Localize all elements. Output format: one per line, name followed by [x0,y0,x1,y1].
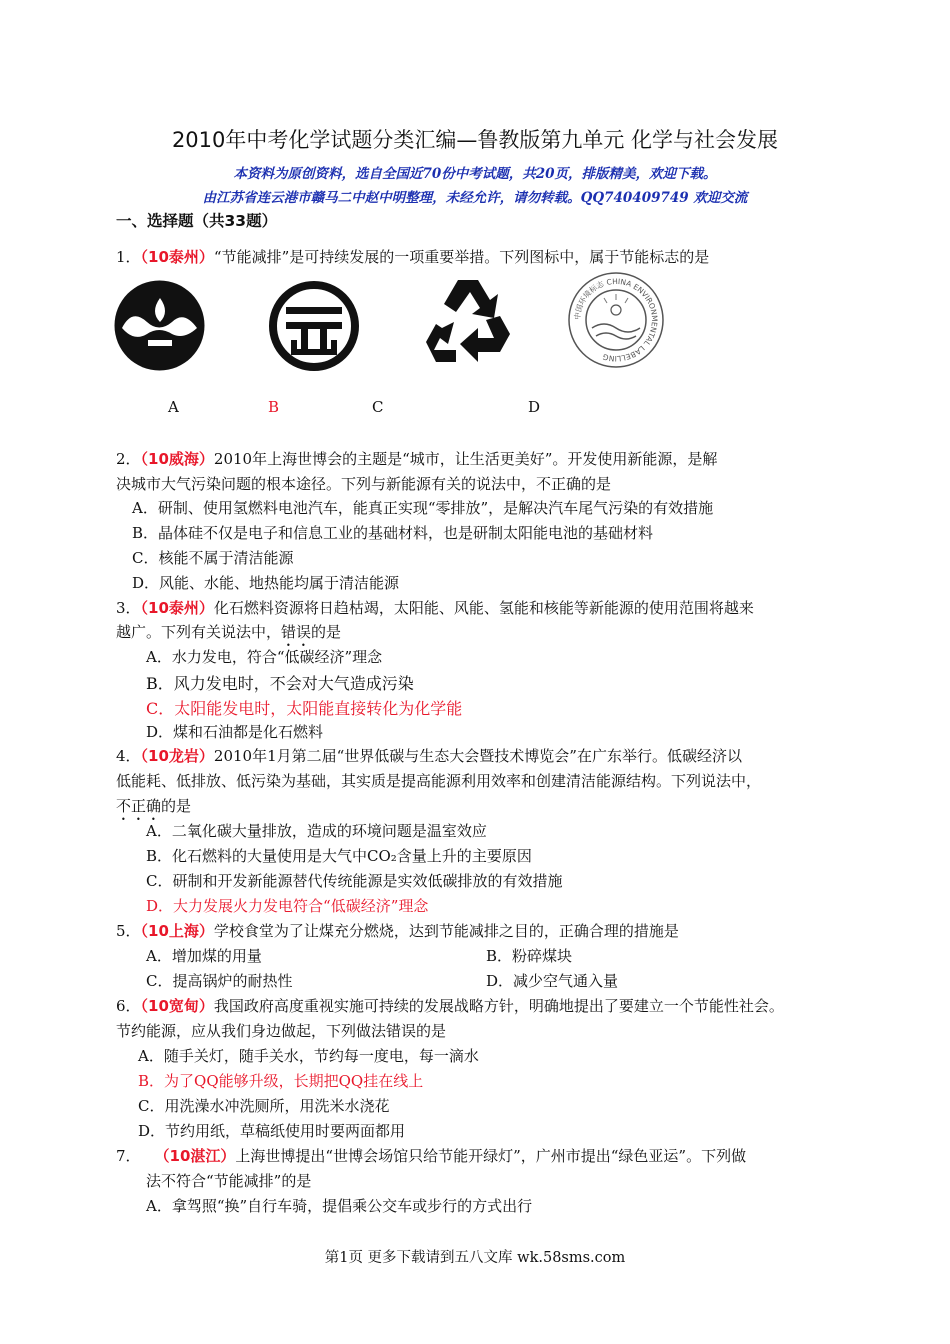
question-text: 我国政府高度重视实施可持续的发展战略方针，明确地提出了要建立一个节能性社会。 [213,997,784,1015]
question-text-line: 节约能源，应从我们身边做起，下列做法错误的是 [116,1022,447,1040]
question-text: 越广。下列有关说法中， [116,623,282,641]
question-6 [116,995,784,1016]
option-b: B．风力发电时，不会对大气造成污染 [146,674,414,693]
question-number: 2． [116,450,141,468]
question-4 [116,745,742,766]
option-a: A．研制、使用氢燃料电池汽车，能真正实现“零排放”，是解决汽车尾气污染的有效措施 [132,499,714,517]
option-c: C．用洗澡水冲洗厕所，用洗米水浇花 [138,1097,390,1115]
china-environmental-labelling-icon [566,270,666,374]
option-label-c: C [372,398,384,416]
question-source: （10泰州） [140,248,214,266]
question-5 [116,920,679,941]
question-source: （10湛江） [154,1147,236,1165]
question-text: 上海世博提出“世博会场馆只给节能开绿灯”，广州市提出“绿色亚运”。下列做 [235,1147,747,1165]
subtitle-line-2: 由江苏省连云港市赣马二中赵中明整理，未经允许，请勿转载。QQ740409749 欢迎交流 [202,190,748,206]
question-text: 2010年1月第二届“世界低碳与生态大会暨技术博览会”在广东举行。低碳经济以 [213,747,742,765]
emphasis-text: 不正确 [116,797,162,815]
section-heading: 一、选择题（共33题） [116,212,278,230]
question-text: “节能减排”是可持续发展的一项重要举措。下列图标中，属于节能标志的是 [213,248,710,266]
option-a: A．增加煤的用量 [146,947,262,965]
question-text: 的是 [161,797,192,815]
option-d: D．节约用纸，草稿纸使用时要两面都用 [138,1122,406,1140]
option-a: A．二氧化碳大量排放，造成的环境问题是温室效应 [146,822,487,840]
question-text: 的是 [311,623,342,641]
question-1 [116,246,709,267]
question-number: 5． [116,922,141,940]
option-c: C．研制和开发新能源替代传统能源是实效低碳排放的有效措施 [146,872,563,890]
question-number: 7． [116,1147,141,1165]
question-number: 3． [116,599,141,617]
option-d: D．减少空气通入量 [486,972,619,990]
question-number: 6． [116,997,141,1015]
question-7 [116,1145,746,1166]
question-text-line: 法不符合“节能减排”的是 [146,1172,312,1190]
icon-d-ring-text: 中国环境标志 CHINA ENVIRONMENTAL LABELLING [572,276,660,364]
option-b: B．粉碎煤块 [486,947,573,965]
question-number: 1． [116,248,141,266]
recycling-icon [420,272,515,371]
water-saving-icon [112,278,207,377]
energy-saving-icon [268,280,360,376]
question-source: （10宽甸） [140,997,214,1015]
question-text-line: 决城市大气污染问题的根本途径。下列与新能源有关的说法中，不正确的是 [116,475,612,493]
question-2 [116,448,717,469]
option-a: A．拿驾照“换”自行车骑，提倡乘公交车或步行的方式出行 [146,1197,533,1215]
question-text: 学校食堂为了让煤充分燃烧，达到节能减排之目的，正确合理的措施是 [213,922,679,940]
question-number: 4． [116,747,141,765]
question-source: （10泰州） [140,599,214,617]
question-source: （10龙岩） [140,747,214,765]
option-label-d: D [528,398,541,416]
option-d: D．大力发展火力发电符合“低碳经济”理念 [146,897,429,915]
option-d: D．风能、水能、地热能均属于清洁能源 [132,574,400,592]
option-label-a: A [168,398,179,416]
option-b: B．晶体硅不仅是电子和信息工业的基础材料，也是研制太阳能电池的基础材料 [132,524,654,542]
question-source: （10上海） [140,922,214,940]
option-label-b: B [268,398,280,416]
question-text: 2010年上海世博会的主题是“城市，让生活更美好”。开发使用新能源，是解 [213,450,718,468]
question-text: 化石燃料资源将日趋枯竭，太阳能、风能、氢能和核能等新能源的使用范围将越来 [213,599,754,617]
option-b: B．为了QQ能够升级，长期把QQ挂在线上 [138,1072,424,1090]
option-a: A．水力发电，符合“低碳经济”理念 [146,648,383,666]
subtitle-line-1: 本资料为原创资料，选自全国近70份中考试题，共20页，排版精美，欢迎下载。 [233,166,717,182]
page-title: 2010年中考化学试题分类汇编—鲁教版第九单元 化学与社会发展 [171,128,779,152]
question-source: （10威海） [140,450,214,468]
option-b: B．化石燃料的大量使用是大气中CO₂含量上升的主要原因 [146,847,532,865]
option-c: C．提高锅炉的耐热性 [146,972,293,990]
option-a: A．随手关灯，随手关水，节约每一度电，每一滴水 [138,1047,479,1065]
page-footer: 第1页 更多下载请到五八文库 wk.58sms.com [324,1250,626,1266]
option-d: D．煤和石油都是化石燃料 [146,723,324,741]
question-3 [116,597,754,618]
option-c: C．太阳能发电时，太阳能直接转化为化学能 [146,699,463,718]
question-text-line: 低能耗、低排放、低污染为基础，其实质是提高能源利用效率和创建清洁能源结构。下列说法中， [116,772,762,790]
option-c: C．核能不属于清洁能源 [132,549,294,567]
emphasis-text: 错误 [281,623,312,641]
